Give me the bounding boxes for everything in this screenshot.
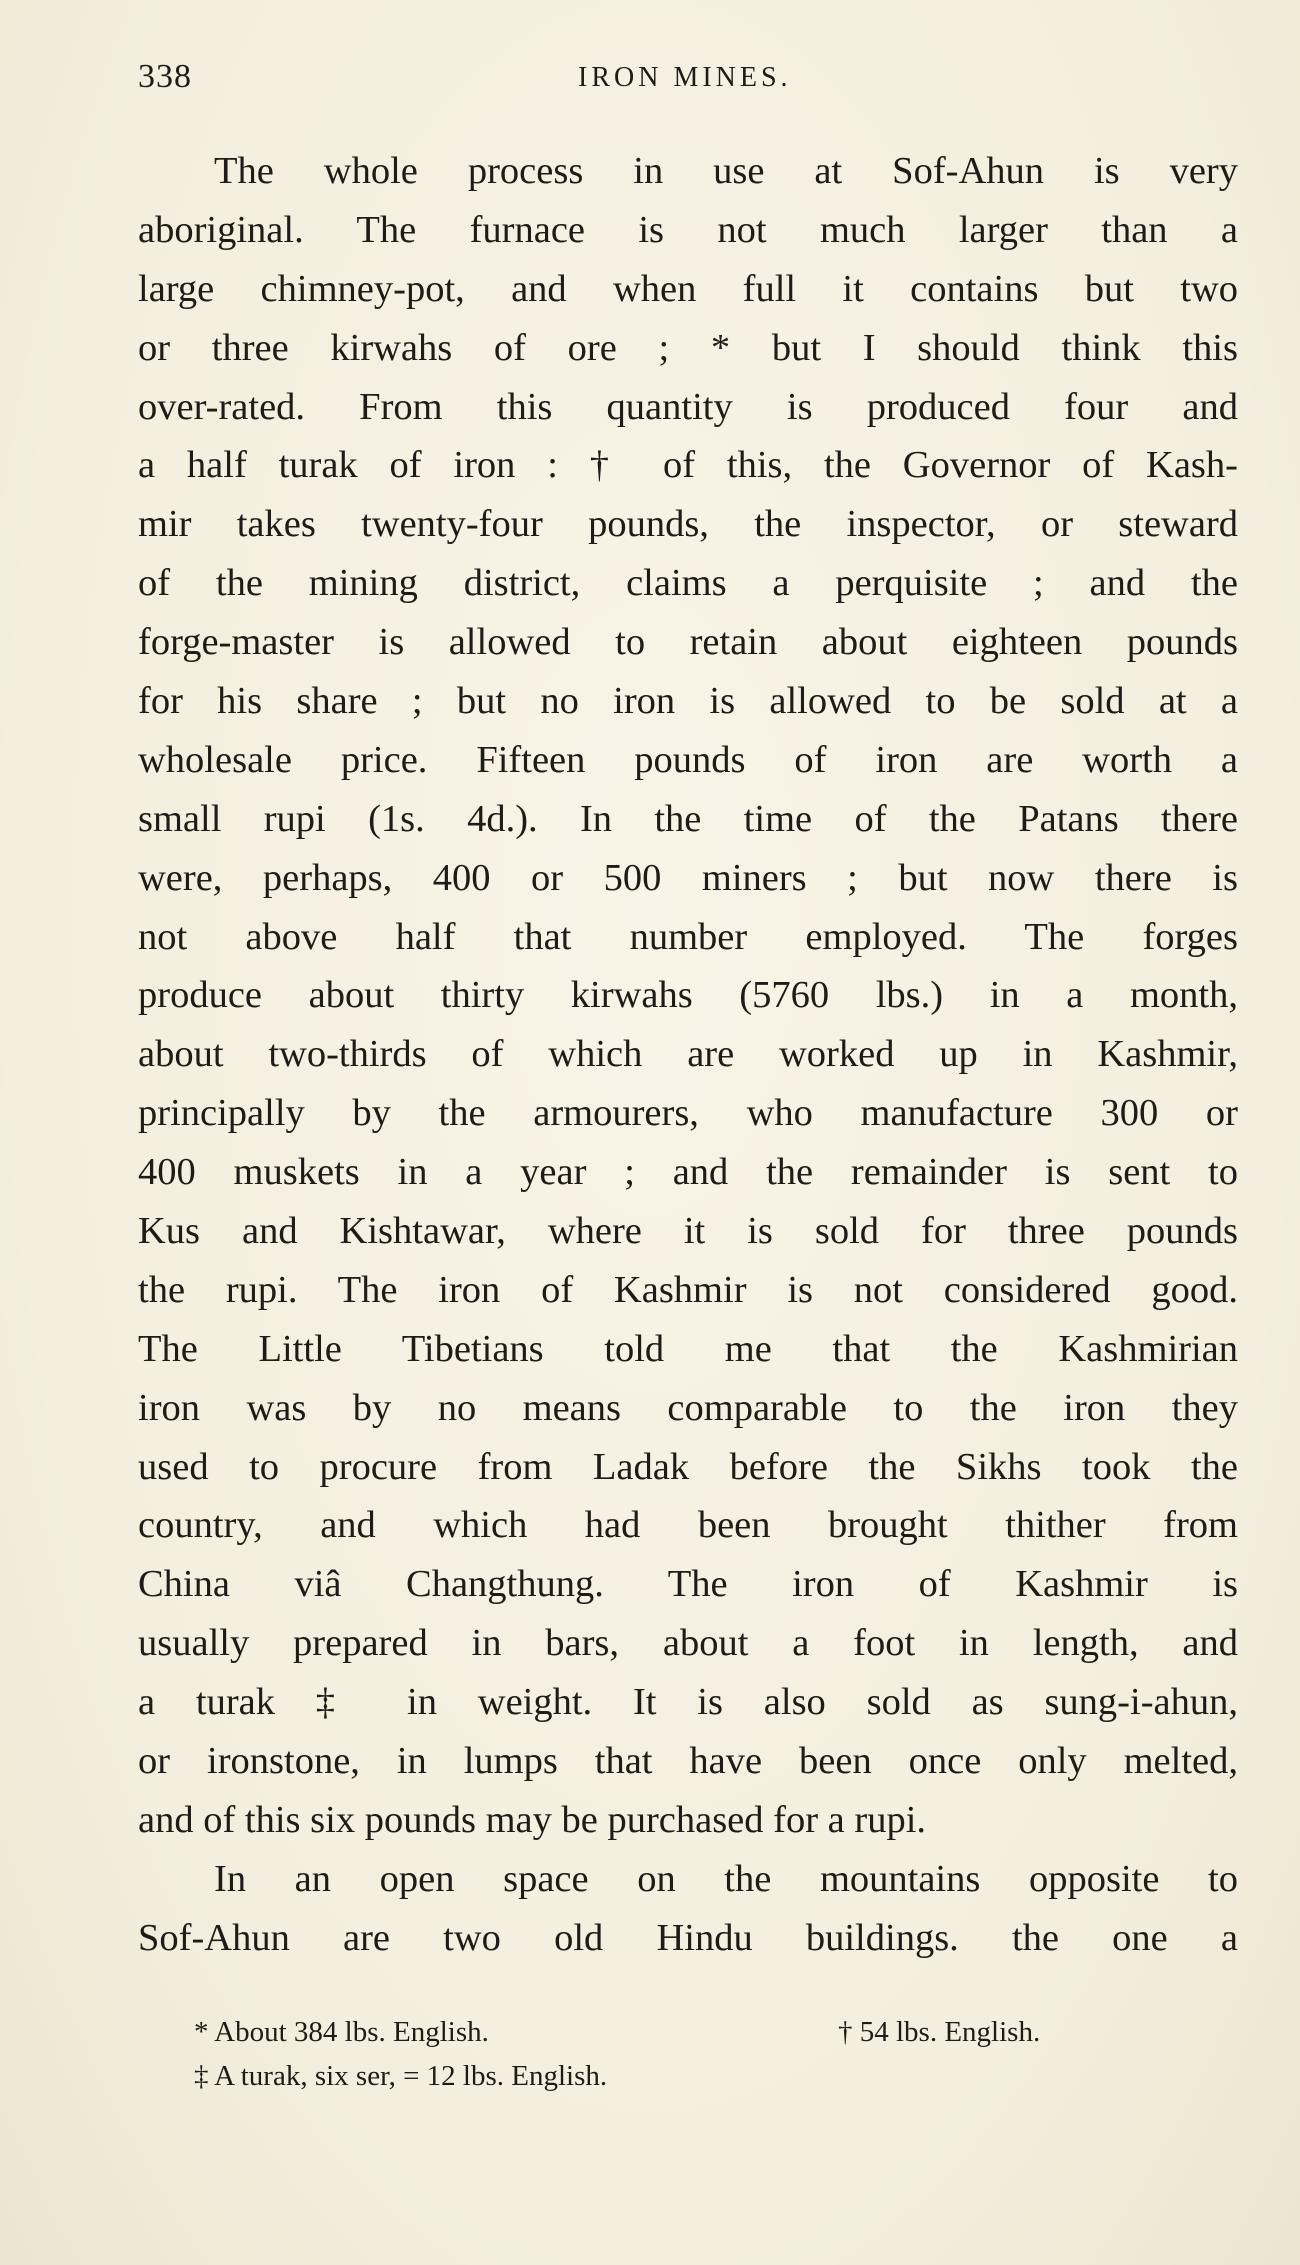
text-line: principally by the armourers, who manufacture 300 or xyxy=(138,1092,1238,1135)
text-line: and of this six pounds may be purchased for a rupi. xyxy=(138,1798,927,1841)
text-line: In an open space on the mountains opposite to xyxy=(214,1857,1238,1900)
text-line: the rupi. The iron of Kashmir is not considered good. xyxy=(138,1268,1238,1311)
text-line: not above half that number employed. The forges xyxy=(138,915,1238,958)
text-line: wholesale price. Fifteen pounds of iron are worth a xyxy=(138,738,1238,781)
text-line: about two-thirds of which are worked up in Kashmir, xyxy=(138,1033,1238,1076)
text-line: a half turak of iron : † of this, the Governor of Kash- xyxy=(138,444,1238,487)
text-line: The whole process in use at Sof-Ahun is very xyxy=(214,150,1238,192)
text-line: Kus and Kishtawar, where it is sold for three pounds xyxy=(138,1210,1238,1253)
text-line: used to procure from Ladak before the Sikhs took the xyxy=(138,1445,1238,1488)
page-header xyxy=(138,58,1238,106)
text-line: were, perhaps, 400 or 500 miners ; but now there is xyxy=(138,856,1238,899)
text-line: small rupi (1s. 4d.). In the time of the Patans there xyxy=(138,797,1238,840)
text-line: mir takes twenty-four pounds, the inspector, or steward xyxy=(138,503,1238,546)
body-text xyxy=(138,142,1238,1968)
page-number: 338 xyxy=(138,58,192,95)
footnote-3: ‡ A turak, six ser, = 12 lbs. English. xyxy=(194,2060,608,2092)
footnote-row xyxy=(138,2010,1238,2054)
text-line: for his share ; but no iron is allowed to be sold at a xyxy=(138,680,1238,723)
text-line: large chimney-pot, and when full it contains but two xyxy=(138,267,1238,310)
text-line: over-rated. From this quantity is produced four and xyxy=(138,385,1238,428)
text-line: usually prepared in bars, about a foot in length, and xyxy=(138,1622,1238,1665)
text-line: or ironstone, in lumps that have been once only melted, xyxy=(138,1740,1238,1783)
text-line: China viâ Changthung. The iron of Kashmir is xyxy=(138,1563,1238,1606)
text-line: The Little Tibetians told me that the Kashmirian xyxy=(138,1327,1238,1370)
text-line: iron was by no means comparable to the iron they xyxy=(138,1386,1238,1429)
text-line: country, and which had been brought thither from xyxy=(138,1504,1238,1547)
footnote-2: † 54 lbs. English. xyxy=(838,2016,1041,2048)
footnote-row xyxy=(138,2054,1238,2098)
text-line: forge-master is allowed to retain about eighteen pounds xyxy=(138,621,1238,664)
text-line: a turak ‡ in weight. It is also sold as sung-i-ahun, xyxy=(138,1681,1238,1724)
footnotes xyxy=(138,2010,1238,2098)
footnote-1: * About 384 lbs. English. xyxy=(194,2016,489,2048)
text-line: of the mining district, claims a perquisite ; and the xyxy=(138,562,1238,605)
text-line: Sof-Ahun are two old Hindu buildings. the one a xyxy=(138,1916,1238,1959)
text-line: 400 muskets in a year ; and the remainder is sent to xyxy=(138,1151,1238,1194)
text-line: aboriginal. The furnace is not much larger than a xyxy=(138,208,1238,251)
text-line: or three kirwahs of ore ; * but I should think this xyxy=(138,326,1238,369)
running-head: IRON MINES. xyxy=(578,62,792,93)
text-line: produce about thirty kirwahs (5760 lbs.) in a month, xyxy=(138,974,1238,1017)
